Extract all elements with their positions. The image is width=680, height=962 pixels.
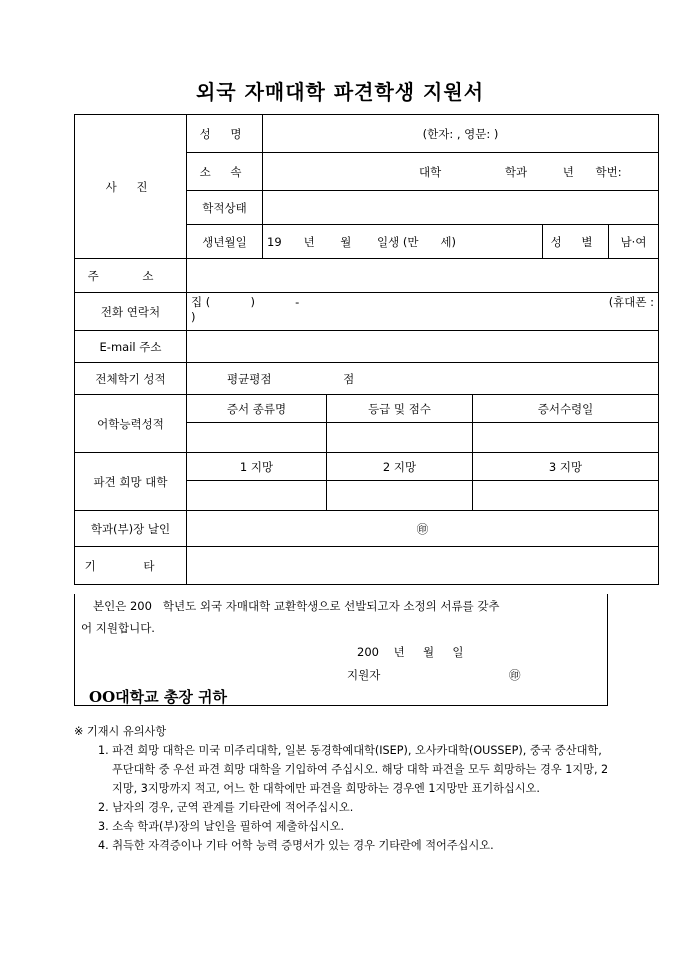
declaration-line-2: 어 지원합니다. (81, 621, 155, 635)
preference-header-3: 3 지망 (473, 453, 659, 481)
notes-heading: ※ 기재시 유의사항 (74, 725, 167, 738)
applicant-label: 지원자 (347, 668, 381, 682)
language-header-score: 등급 및 점수 (327, 395, 473, 423)
language-cert-field[interactable] (187, 423, 327, 453)
status-field[interactable] (263, 191, 659, 225)
language-date-field[interactable] (473, 423, 659, 453)
application-form (74, 114, 659, 585)
name-field[interactable]: (한자: , 영문: ) (263, 115, 659, 153)
phone-field[interactable] (187, 293, 659, 331)
gpa-prefix: 평균평점 (227, 371, 272, 386)
preference-label: 파견 희망 대학 (75, 453, 187, 511)
name-label: 성 명 (187, 115, 263, 153)
dept-seal-label: 학과(부)장 날인 (75, 511, 187, 547)
address-label: 주 소 (75, 259, 187, 293)
preference-2-field[interactable] (327, 481, 473, 511)
preference-header-1: 1 지망 (187, 453, 327, 481)
affiliation-label: 소 속 (187, 153, 263, 191)
gpa-field[interactable] (187, 363, 659, 395)
language-label: 어학능력성적 (75, 395, 187, 453)
note-item: 4. 취득한 자격증이나 기타 어학 능력 증명서가 있는 경우 기타란에 적어주십시오. (98, 839, 494, 852)
email-field[interactable] (187, 331, 659, 363)
preference-header-2: 2 지망 (327, 453, 473, 481)
address-field[interactable] (187, 259, 659, 293)
dept-seal-field[interactable]: ㊞ (187, 511, 659, 547)
preference-3-field[interactable] (473, 481, 659, 511)
department-label: 학과 (504, 164, 528, 179)
language-header-date: 증서수령일 (473, 395, 659, 423)
university-label: 대학 (419, 164, 442, 179)
phone-label: 전화 연락처 (75, 293, 187, 331)
gpa-suffix: 점 (343, 371, 355, 386)
affiliation-field[interactable] (263, 153, 659, 191)
other-label: 기 타 (75, 547, 187, 585)
note-item: 1. 파견 희망 대학은 미국 미주리대학, 일본 동경학예대학(ISEP), 오사카대학(OUSSEP), 중국 중산대학, 푸단대학 중 우선 파견 희망 대학을 기입하여 주십시오. 해당 대학 파견을 모두 희망하는 경우 1지망, 2지망, 3지망까지 적고, 어느 한 대학에만 파견을 희망하는 경우엔 1지망만 표기하십시오. (98, 744, 609, 795)
gender-label: 성 별 (543, 225, 609, 259)
applicant-seal[interactable]: ㊞ (509, 668, 521, 682)
recipient: OO대학교 총장 귀하 (89, 688, 228, 706)
page-title: 외국 자매대학 파견학생 지원서 (195, 80, 485, 104)
preference-1-field[interactable] (187, 481, 327, 511)
declaration-line-1: 본인은 200 학년도 외국 자매대학 교환학생으로 선발되고자 소정의 서류를 갖추 (93, 599, 500, 613)
other-field[interactable] (187, 547, 659, 585)
birth-label: 생년월일 (187, 225, 263, 259)
mobile-phone-label: (휴대폰 : (608, 295, 655, 309)
language-header-cert: 증서 종류명 (187, 395, 327, 423)
gender-field[interactable]: 남·여 (609, 225, 659, 259)
note-item: 3. 소속 학과(부)장의 날인을 필하여 제출하십시오. (98, 820, 345, 833)
home-phone: 집 ( ) - (191, 295, 300, 309)
note-item: 2. 남자의 경우, 군역 관계를 기타란에 적어주십시오. (98, 801, 354, 814)
email-label: E-mail 주소 (75, 331, 187, 363)
notes-section (74, 722, 614, 855)
birth-field[interactable]: 19 년 월 일생 (만 세) (263, 225, 543, 259)
year-label: 년 (562, 164, 574, 179)
declaration-box (74, 594, 608, 706)
photo-box[interactable]: 사 진 (75, 115, 187, 259)
gpa-label: 전체학기 성적 (75, 363, 187, 395)
declaration-date[interactable]: 200 년 월 일 (357, 645, 464, 659)
language-score-field[interactable] (327, 423, 473, 453)
status-label: 학적상태 (187, 191, 263, 225)
student-no-label: 학번: (595, 164, 622, 179)
phone-wrap: ) (191, 310, 196, 324)
